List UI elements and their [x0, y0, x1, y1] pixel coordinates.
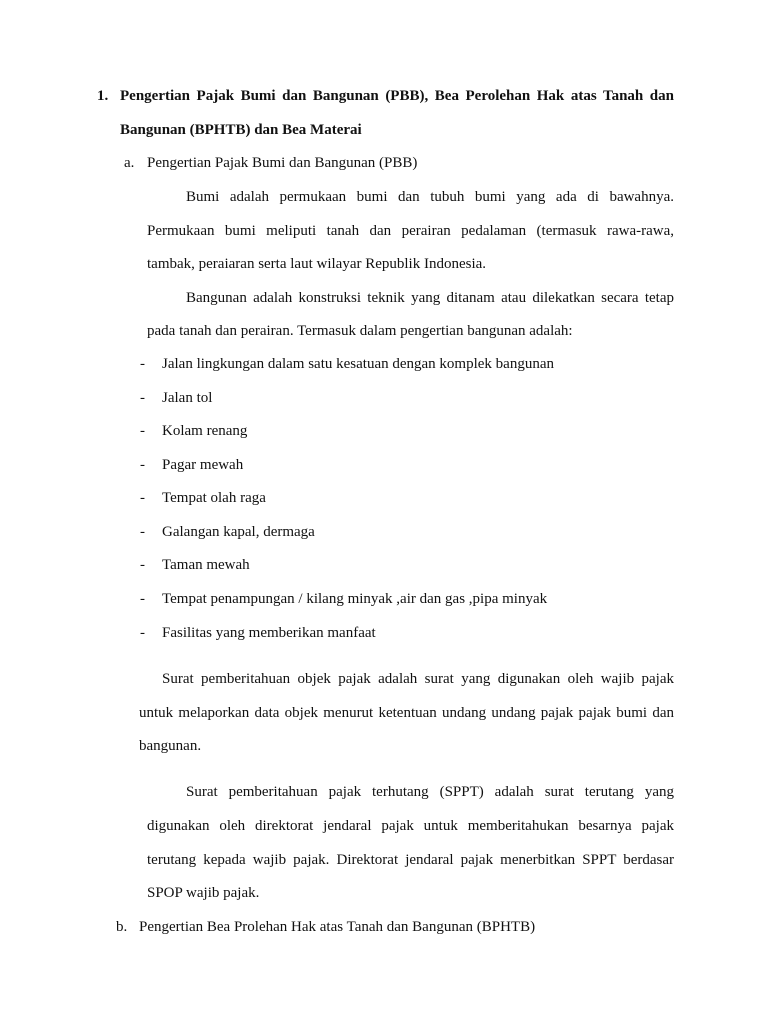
para-bangunan-line-1: Bangunan adalah konstruksi teknik yang ditanam atau dilekatkan secara tetap — [186, 290, 674, 306]
subsection-a-marker: a. — [124, 155, 135, 171]
bullet-text: Fasilitas yang memberikan manfaat — [162, 625, 376, 641]
para-bangunan-line-2: pada tanah dan perairan. Termasuk dalam pengertian bangunan adalah: — [147, 323, 573, 339]
bullet-text: Pagar mewah — [162, 457, 244, 473]
para-bumi-line-3: tambak, peraiaran serta laut wilayar Republik Indonesia. — [147, 256, 487, 272]
bullet-text: Tempat penampungan / kilang minyak ,air dan gas ,pipa minyak — [162, 591, 548, 607]
section-number: 1. — [97, 88, 109, 104]
para-bumi-line-2: Permukaan bumi meliputi tanah dan perairan pedalaman (termasuk rawa-rawa, — [147, 223, 674, 239]
para-spop-line-1: Surat pemberitahuan objek pajak adalah surat yang digunakan oleh wajib pajak — [162, 671, 674, 687]
para-sppt-line-1: Surat pemberitahuan pajak terhutang (SPPT) adalah surat terutang yang — [186, 784, 674, 800]
bullet-dash: - — [140, 490, 145, 506]
bullet-dash: - — [140, 423, 145, 439]
subsection-b-marker: b. — [116, 919, 128, 935]
para-sppt-line-4: SPOP wajib pajak. — [147, 885, 260, 901]
bullet-dash: - — [140, 524, 145, 540]
section-title-line-2: Bangunan (BPHTB) dan Bea Materai — [120, 122, 362, 138]
bullet-text: Galangan kapal, dermaga — [162, 524, 315, 540]
subsection-a-title: Pengertian Pajak Bumi dan Bangunan (PBB) — [147, 155, 418, 171]
bullet-text: Jalan lingkungan dalam satu kesatuan dengan komplek bangunan — [162, 356, 554, 372]
bullet-text: Jalan tol — [162, 390, 213, 406]
bullet-dash: - — [140, 356, 145, 372]
para-spop-line-2: untuk melaporkan data objek menurut ketentuan undang undang pajak pajak bumi dan — [139, 705, 674, 721]
para-bumi-line-1: Bumi adalah permukaan bumi dan tubuh bumi yang ada di bawahnya. — [186, 189, 674, 205]
bullet-dash: - — [140, 390, 145, 406]
bullet-dash: - — [140, 625, 145, 641]
para-sppt-line-3: terutang kepada wajib pajak. Direktorat jendaral pajak menerbitkan SPPT berdasar — [147, 852, 674, 868]
bullet-dash: - — [140, 591, 145, 607]
bullet-dash: - — [140, 457, 145, 473]
para-spop-line-3: bangunan. — [139, 738, 202, 754]
subsection-b-title: Pengertian Bea Prolehan Hak atas Tanah dan Bangunan (BPHTB) — [139, 919, 536, 935]
bullet-dash: - — [140, 557, 145, 573]
section-title-line-1: Pengertian Pajak Bumi dan Bangunan (PBB), Bea Perolehan Hak atas Tanah dan — [120, 88, 674, 104]
bullet-text: Taman mewah — [162, 557, 250, 573]
bullet-text: Kolam renang — [162, 423, 248, 439]
para-sppt-line-2: digunakan oleh direktorat jendaral pajak untuk memberitahukan besarnya pajak — [147, 818, 674, 834]
bullet-text: Tempat olah raga — [162, 490, 266, 506]
